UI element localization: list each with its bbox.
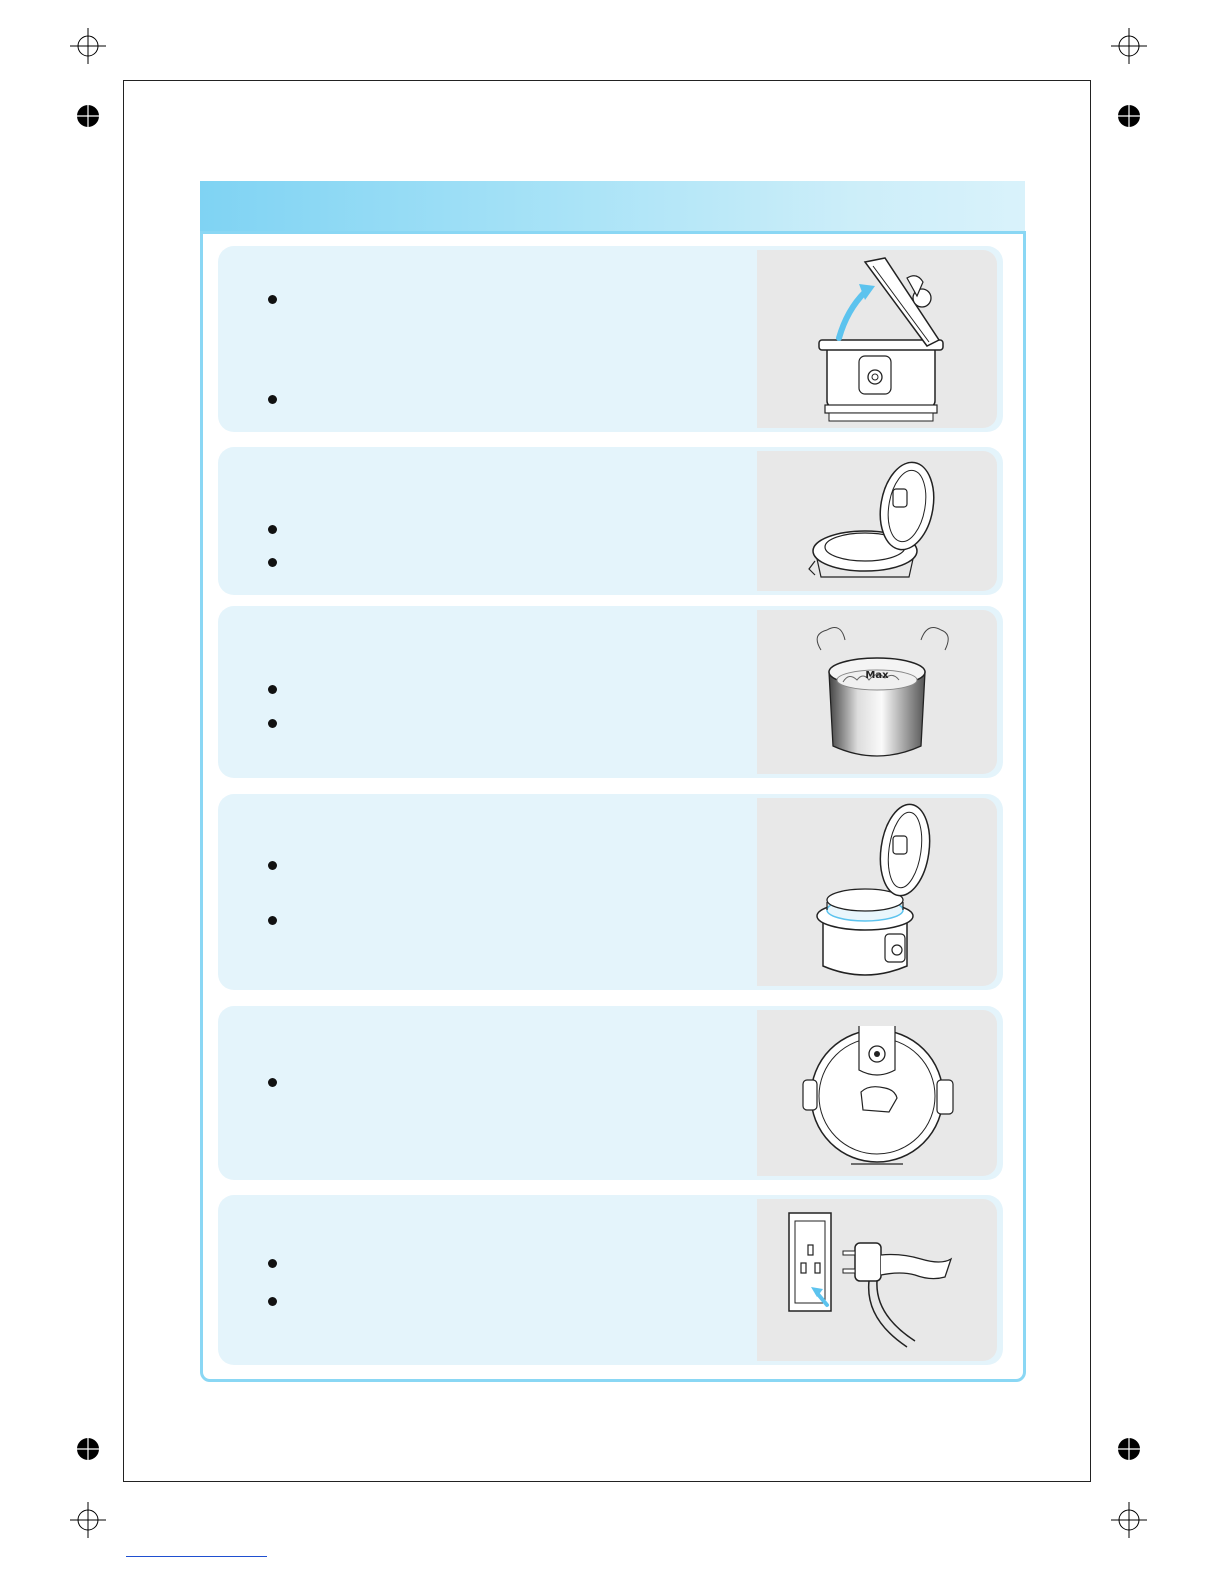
step-panel-4 (218, 794, 1003, 990)
inner-pot-icon (757, 451, 997, 591)
crosshair-dot-bottom-right (1115, 1435, 1143, 1463)
registration-mark-bottom-right (1109, 1500, 1149, 1540)
step-3-illustration (757, 610, 997, 774)
bullet-dot (268, 1297, 277, 1306)
bullet-dot (268, 395, 277, 404)
crosshair-dot-top-left (74, 102, 102, 130)
registration-mark-bottom-left (68, 1500, 108, 1540)
max-label: Max (865, 670, 889, 681)
step-panel-3 (218, 606, 1003, 778)
crosshair-dot-bottom-left (74, 1435, 102, 1463)
section-header-band (200, 181, 1025, 233)
bullet-dot (268, 1259, 277, 1268)
step-panel-1 (218, 246, 1003, 432)
bullet-dot (268, 525, 277, 534)
crosshair-dot-top-right (1115, 102, 1143, 130)
footer-link-underline (126, 1556, 267, 1557)
open-lid-icon (757, 250, 997, 428)
bullet-dot (268, 558, 277, 567)
bullet-dot (268, 719, 277, 728)
bullet-dot (268, 861, 277, 870)
close-lid-icon (757, 1010, 997, 1176)
step-1-illustration (757, 250, 997, 428)
step-2-illustration (757, 451, 997, 591)
step-5-illustration (757, 1010, 997, 1176)
step-4-illustration (757, 798, 997, 986)
step-panel-2 (218, 447, 1003, 595)
step-6-illustration (757, 1199, 997, 1361)
bullet-dot (268, 295, 277, 304)
bullet-dot (268, 916, 277, 925)
registration-mark-top-left (68, 26, 108, 66)
step-panel-5 (218, 1006, 1003, 1180)
plug-in-icon (757, 1199, 997, 1361)
registration-mark-top-right (1109, 26, 1149, 66)
max-level-pot-icon (757, 610, 997, 774)
bullet-dot (268, 685, 277, 694)
insert-pot-icon (757, 798, 997, 986)
step-panel-6 (218, 1195, 1003, 1365)
bullet-dot (268, 1078, 277, 1087)
